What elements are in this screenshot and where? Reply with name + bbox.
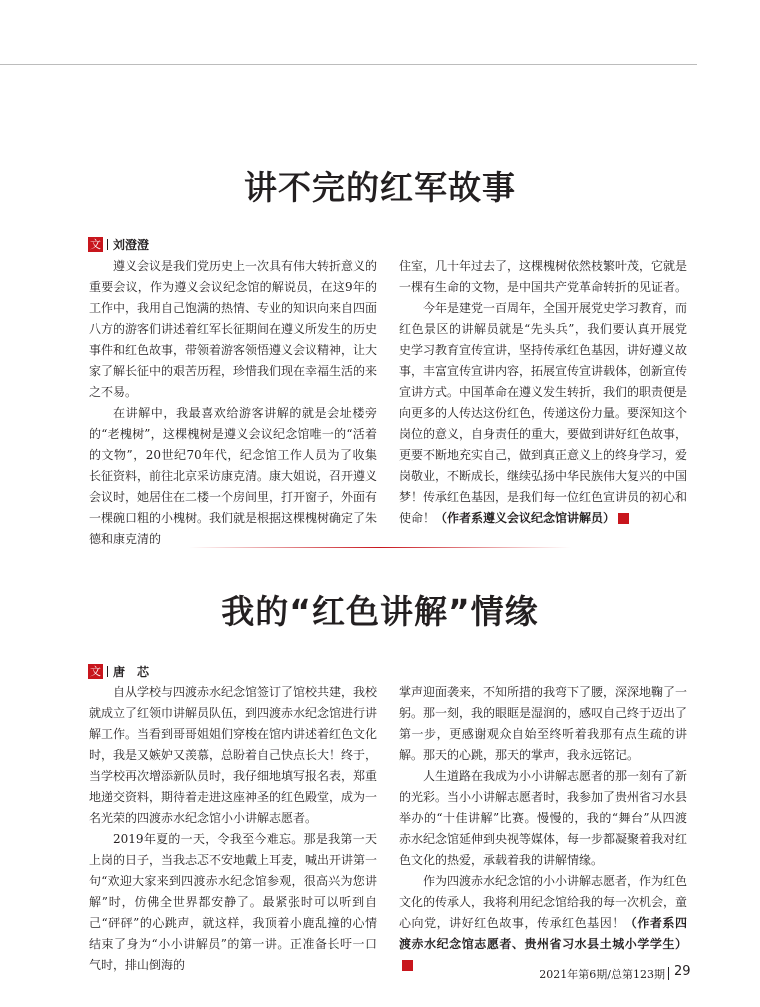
article1-right-column <box>399 256 687 529</box>
page-footer <box>0 964 760 984</box>
section-divider <box>189 547 571 548</box>
article1-paragraph-continued: 住室，几十年过去了，这棵槐树依然枝繁叶茂，它就是一棵有生命的文物，是中国共产党革命转折的见证者。 <box>399 259 688 294</box>
article2-left-column <box>89 682 377 976</box>
footer-divider <box>668 967 669 980</box>
end-mark-icon: G <box>402 960 413 971</box>
article2-paragraph-continued: 掌声迎面袭来，不知所措的我弯下了腰，深深地鞠了一躬。那一刻，我的眼眶是湿润的，感叹自己终于迈出了第一步，更感谢观众自始至终听着我那有点生疏的讲解。那天的心跳，那天的掌声，我永远铭记。 <box>399 685 688 762</box>
article1-left-column <box>89 256 377 550</box>
article1-byline <box>88 236 149 252</box>
article2-paragraph <box>399 871 687 976</box>
page-number: 29 <box>674 964 691 979</box>
byline-divider <box>107 239 108 250</box>
article2-author-note: （作者系四渡赤水纪念馆志愿者、贵州省习水县土城小学学生） <box>399 916 687 951</box>
article1-author-note: （作者系遵义会议纪念馆讲解员） <box>435 511 616 525</box>
article2-byline <box>88 663 149 679</box>
article2-title: 我的“红色讲解”情缘 <box>221 592 539 631</box>
article1-paragraph <box>399 298 687 529</box>
issue-info: 2021年第6期/总第123期 <box>539 968 665 981</box>
article1-byline-tag: 文 <box>90 237 101 251</box>
byline-divider <box>107 666 108 677</box>
article1-paragraph-text: 今年是建党一百周年，全国开展党史学习教育，而红色景区的讲解员就是“先头兵”，我们要认真开展党史学习教育宣传宣讲，坚持传承红色基因，讲好遵义故事，丰富宣传宣讲内容，拓展宣传宣讲载体，创新宣传宣讲方式。中国革命在遵义发生转折，我们的职责便是向更多的人传达这份红色，传递这份力量。要深知这个岗位的意义，自身责任的重大，要做到讲好红色故事，更要不断地充实自己，做到真正意义上的终身学习，爱岗敬业，不断成长，继续弘扬中华民族伟大复兴的中国梦！传承红色基因，是我们每一位红色宣讲员的初心和使命！ <box>399 301 688 525</box>
top-rule <box>0 64 697 65</box>
end-mark-icon: G <box>618 513 629 524</box>
article2-paragraph: 人生道路在我成为小小讲解志愿者的那一刻有了新的光彩。当小小讲解志愿者时，我参加了贵州省习水县举办的“十佳讲解”比赛。慢慢的，我的“舞台”从四渡赤水纪念馆延伸到央视等媒体，每一步都凝聚着我对红色文化的热爱，承载着我的讲解情缘。 <box>399 769 688 867</box>
article2-paragraph-text: 作为四渡赤水纪念馆的小小讲解志愿者，作为红色文化的传承人，我将利用纪念馆给我的每一次机会，童心向党，讲好红色故事，传承红色基因！ <box>399 874 688 930</box>
article2-right-column <box>399 682 687 976</box>
article2-author: 唐 芯 <box>113 664 150 679</box>
article1-title: 讲不完的红军故事 <box>244 168 516 207</box>
article2-paragraph: 自从学校与四渡赤水纪念馆签订了馆校共建，我校就成立了红领巾讲解员队伍，到四渡赤水纪念馆进行讲解工作。当看到哥哥姐姐们穿梭在馆内讲述着红色文化时，我是又嫉妒又羡慕，总盼着自己快点长大！终于，当学校再次增添新队员时，我仔细地填写报名表，郑重地递交资料，期待着走进这座神圣的红色殿堂，成为一名光荣的四渡赤水纪念馆小小讲解志愿者。 <box>89 685 378 825</box>
article1-author: 刘澄澄 <box>113 237 150 252</box>
article1-paragraph: 遵义会议是我们党历史上一次具有伟大转折意义的重要会议，作为遵义会议纪念馆的解说员，在这9年的工作中，我用自己饱满的热情、专业的知识向来自四面八方的游客们讲述着红军长征期间在遵义所发生的历史事件和红色故事，带领着游客领悟遵义会议精神，让大家了解长征中的艰苦历程，珍惜我们现在幸福生活的来之不易。 <box>89 259 378 399</box>
article2-paragraph: 2019年夏的一天，令我至今难忘。那是我第一天上岗的日子，当我忐忑不安地戴上耳麦，喊出开讲第一句“欢迎大家来到四渡赤水纪念馆参观，很高兴为您讲解”时，仿佛全世界都安静了。最紧张时可以听到自己“砰砰”的心跳声，就这样，我顶着小鹿乱撞的心情结束了身为“小小讲解员”的第一讲。正准备长吁一口气时，排山倒海的 <box>89 832 378 972</box>
article2-byline-tag: 文 <box>90 664 101 678</box>
article1-paragraph: 在讲解中，我最喜欢给游客讲解的就是会址楼旁的“老槐树”，这棵槐树是遵义会议纪念馆唯一的“活着的文物”，20世纪70年代，纪念馆工作人员为了收集长征资料，前往北京采访康克清。康大姐说，召开遵义会议时，她居住在二楼一个房间里，打开窗子，外面有一棵碗口粗的小槐树。我们就是根据这棵槐树确定了朱德和康克清的 <box>89 406 378 546</box>
